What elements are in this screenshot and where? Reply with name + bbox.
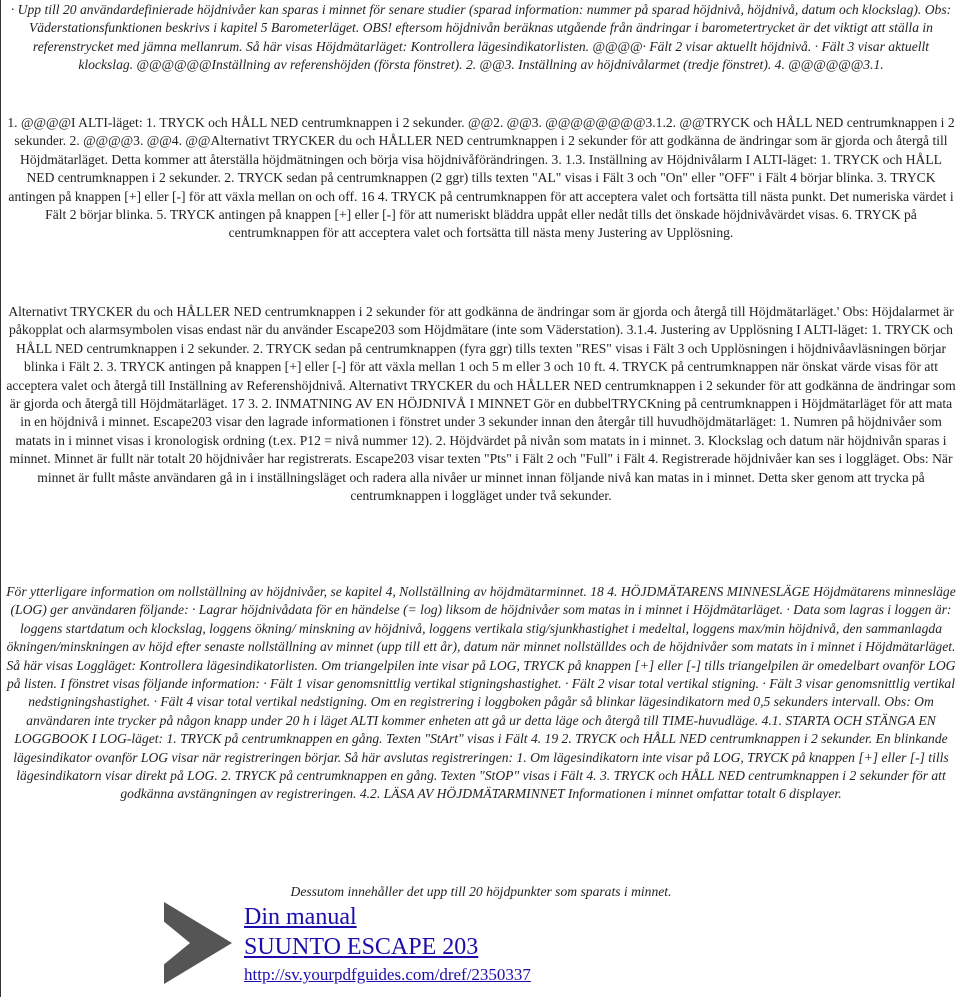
manual-links: [244, 903, 844, 987]
product-link[interactable]: SUUNTO ESCAPE 203: [244, 934, 479, 960]
paragraph-alti-settings: 1. @@@@I ALTI-läget: 1. TRYCK och HÅLL NED centrumknappen i 2 sekunder. @@2. @@3. @@@@@@@@3.1.2. @@TRYCK och HÅLL NED centrumknappen i 2 sekunder. 2. @@@@3. @@4. @@Alternativt TRYCKER du och HÅLLER NED centrumknappen i 2 sekunder för att godkänna de ändringar som är gjorda och återgå till Höjdmätarläget. Detta kommer att återställa höjdmätningen och börja visa höjdnivåförändringen. 3. 1.3. Inställning av Höjdnivålarm I ALTI-läget: 1. TRYCK och HÅLL NED centrumknappen i 2 sekunder. 2. TRYCK sedan på centrumknappen (2 ggr) tills texten "AL" visas i Fält 3 och "On" eller "OFF" i Fält 4 börjar blinka. 3. TRYCK antingen på knappen [+] eller [-] för att växla mellan on och off. 16 4. TRYCK på centrumknappen för att acceptera valet och fortsätta till nästa punkt. Det numeriska värdet i Fält 2 börjar blinka. 5. TRYCK antingen på knappen [+] eller [-] för att numeriskt bläddra uppåt eller nedåt tills det önskade höjdnivåvärdet visas. 6. TRYCK på centrumknappen för att acceptera valet och fortsätta till nästa meny Justering av Upplösning.: [7, 115, 955, 241]
paragraph-alarm-resolution: Alternativt TRYCKER du och HÅLLER NED centrumknappen i 2 sekunder för att godkänna de ändringar som är gjorda och återgå till Höjdmätarläget.' Obs: Höjdalarmet är påkopplat och alarmsymbolen visas endast när du använder Escape203 som Höjdmätare (inte som Väderstation). 3.1.4. Justering av Upplösning I ALTI-läget: 1. TRYCK och HÅLL NED centrumknappen i 2 sekunder. 2. TRYCK sedan på centrumknappen (fyra ggr) tills texten "RES" visas i Fält 3 och Upplösningen i höjdnivåavläsningen börjar blinka i Fält 2. 3. TRYCK antingen på knappen [+] eller [-] för att växla mellan 1 och 5 m eller 3 och 10 ft. 4. TRYCK på centrumknappen när önskat värde visas för att acceptera valet och återgå till Inställning av Referenshöjdnivå. Alternativt TRYCKER du och HÅLLER NED centrumknappen i 2 sekunder för att godkänna de ändringar som är gjorda och återgå till Höjdmätarläget. 17 3. 2. INMATNING AV EN HÖJDNIVÅ I MINNET Gör en dubbelTRYCKning på centrumknappen i Höjdmätarläget för att mata in en höjdnivå i minnet. Escape203 visar den lagrade informationen i fönstret under 3 sekunder innan den återgår till huvudhöjdmätarläget: 1. Numren på höjdnivåer som matats in i minnet visas i kronologisk ordning (t.ex. P12 = nivå nummer 12). 2. Höjdvärdet på nivån som matats in i minnet. 3. Klockslag och datum när höjdnivån sparas i minnet. Minnet är fullt när totalt 20 höjdnivåer har registrerats. Escape203 visar texten "Pts" i Fält 2 och "Full" i Fält 4. Registrerade höjdnivåer kan ses i loggläget. Obs: När minnet är fullt måste användaren gå in i inställningsläget och radera alla nivåer ur minnet innan följande nivå kan matas in i minnet. Detta sker genom att trycka på centrumknappen i loggläget under två sekunder.: [6, 304, 956, 504]
play-arrow-logo-icon: [162, 900, 234, 986]
paragraph-log-mode: För ytterligare information om nollställning av höjdnivåer, se kapitel 4, Nollställning av höjdmätarminnet. 18 4. HÖJDMÄTARENS MINNESLÄGE Höjdmätarens minnesläge (LOG) ger användaren följande: · Lagrar höjdnivådata för en händelse (= log) liksom de höjdnivåer som matas in i minnet i Höjdmätarläget. · Data som lagras i loggen är: loggens startdatum och klockslag, loggens ökning/ minskning av höjdnivå, loggens vertikala stig/sjunkhastighet i medeltal, loggens max/min höjdnivå, den sammanlagda ökningen/minskningen av höjd efter senaste nollställning av minnet (upp till ett år), datum när minnet nollställdes och de höjdnivåer som matats in i minnet i Höjdmätarläget. Så här visas Loggläget: Kontrollera lägesindikatorlisten. Om triangelpilen inte visar på LOG, TRYCK på knappen [+] eller [-] tills triangelpilen är omedelbart ovanför LOG på listen. I fönstret visas följande information: · Fält 1 visar genomsnittlig vertikal stigningshastighet. · Fält 2 visar total vertikal stigning. · Fält 3 visar genomsnittlig vertikal nedstigningshastighet. · Fält 4 visar total vertikal nedstigning. Om en registrering i loggboken pågår så blinkar lägesindikatorn med 0,5 sekunders intervall. Obs: Om användaren inte trycker på någon knapp under 20 h i läget ALTI kommer enheten att gå ur detta läge och återgå till TIME-huvudläge. 4.1. STARTA OCH STÄNGA EN LOGGBOOK I LOG-läget: 1. TRYCK på centrumknappen en gång. Texten "StArt" visas i Fält 4. 19 2. TRYCK och HÅLL NED centrumknappen i 2 sekunder. En blinkande lägesindikator ovanför LOG visar när registreringen börjar. Så här avslutas registreringen: 1. Om lägesindikatorn inte visar på LOG, TRYCK på knappen [+] eller [-] tills lägesindikatorn visar direkt på LOG. 2. TRYCK på centrumknappen en gång. Texten "StOP" visas i Fält 4. 3. TRYCK och HÅLL NED centrumknappen i 2 sekunder för att godkänna avstängningen av registreringen. 4.2. LÄSA AV HÖJDMÄTARMINNET Informationen i minnet omfattar totalt 6 displayer.: [6, 584, 956, 802]
paragraph-intro: · Upp till 20 användardefinierade höjdnivåer kan sparas i minnet för senare studier (sparad information: nummer på sparad höjdnivå, höjdnivå, datum och klockslag). Obs: Väderstationsfunktionen beskrivs i kapitel 5 Barometerläget. OBS! eftersom höjdnivån beräknas utgående från ändringar i barometertrycket är det viktigt att ställa in referenstrycket med jämna mellanrum. Så här visas Höjdmätarläget: Kontrollera lägesindikatorlisten. @@@@· Fält 2 visar aktuellt höjdnivå. · Fält 3 visar aktuellt klockslag. @@@@@@Inställning av referenshöjden (första fönstret). 2. @@3. Inställning av höjdnivålarmet (tredje fönstret). 4. @@@@@@3.1.: [10, 2, 952, 73]
paragraph-memory-points: Dessutom innehåller det upp till 20 höjdpunkter som sparats i minnet.: [290, 884, 672, 899]
manual-link[interactable]: Din manual: [244, 904, 357, 930]
url-link[interactable]: http://sv.yourpdfguides.com/dref/2350337: [244, 965, 531, 984]
